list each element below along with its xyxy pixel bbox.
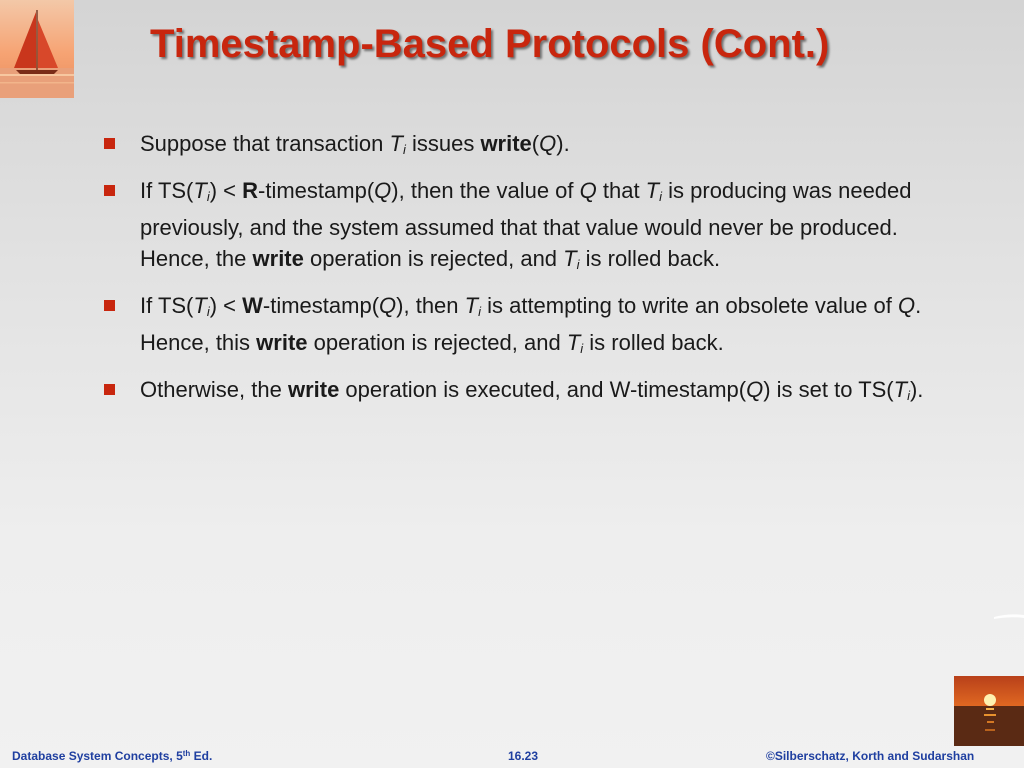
bullet-item [100, 290, 950, 364]
subscript-text: i [576, 257, 580, 272]
bullet-item [100, 128, 950, 165]
subscript-text: i [206, 189, 210, 204]
square-bullet-icon [104, 300, 115, 311]
bullet-list [100, 128, 950, 421]
plain-text: is rolled back. [583, 330, 724, 355]
italic-text: Q [539, 131, 557, 156]
italic-text: Q [746, 377, 764, 402]
subscript-text: i [206, 304, 210, 319]
footer-page-number: 16.23 [508, 749, 539, 763]
plain-text: ), then the value of [391, 178, 580, 203]
plain-text: issues [405, 131, 481, 156]
bold-text: write [252, 246, 304, 271]
bold-text: W [242, 293, 263, 318]
italic-text: Q [374, 178, 392, 203]
bold-text: R [242, 178, 259, 203]
bold-text: write [256, 330, 308, 355]
italic-text: T [566, 330, 581, 355]
plain-text: ) < [209, 178, 243, 203]
plain-text: ), then [396, 293, 465, 318]
plain-text: operation is executed, and W-timestamp( [339, 377, 747, 402]
footer-edition-suffix: Ed. [190, 749, 213, 763]
italic-text: Q [379, 293, 397, 318]
plain-text: is producing was needed previously, and the system assumed that that value would never be produced. Hence, the [140, 178, 912, 271]
footer-copyright: ©Silberschatz, Korth and Sudarshan [766, 749, 975, 763]
subscript-text: i [659, 189, 663, 204]
plain-text: Suppose that transaction [140, 131, 390, 156]
plain-text: operation is rejected, and [303, 246, 564, 271]
plain-text: -timestamp( [258, 178, 375, 203]
footer-edition-sup: th [182, 749, 191, 758]
bullet-item [100, 374, 950, 411]
subscript-text: i [580, 341, 584, 356]
bullet-text [140, 293, 921, 355]
square-bullet-icon [104, 185, 115, 196]
plain-text: ( [531, 131, 540, 156]
plain-text: Otherwise, the [140, 377, 288, 402]
plain-text: ) < [209, 293, 243, 318]
italic-text: T [893, 377, 908, 402]
plain-text: ). [556, 131, 570, 156]
plain-text: that [596, 178, 646, 203]
plain-text: If TS( [140, 178, 194, 203]
plain-text: -timestamp( [262, 293, 380, 318]
subscript-text: i [402, 142, 406, 157]
plain-text: is attempting to write an obsolete value of [480, 293, 898, 318]
plain-text: ). [909, 377, 924, 402]
plain-text: If TS( [140, 293, 194, 318]
slide-footer [0, 744, 1024, 768]
sailboat-sunset-icon [0, 0, 74, 98]
plain-text: . Hence, this [140, 293, 922, 355]
bold-text: write [480, 131, 532, 156]
italic-text: T [193, 178, 207, 203]
square-bullet-icon [104, 384, 115, 395]
bullet-text [140, 178, 912, 271]
bullet-text [140, 377, 923, 402]
bold-text: write [287, 377, 340, 402]
slide-title: Timestamp-Based Protocols (Cont.) [150, 22, 830, 66]
glint-decoration [994, 606, 1024, 612]
italic-text: T [389, 131, 403, 156]
bullet-item [100, 175, 950, 280]
italic-text: Q [579, 178, 597, 203]
footer-book-text: Database System Concepts, 5 [12, 749, 183, 763]
footer-book-title [12, 749, 212, 763]
italic-text: T [193, 293, 207, 318]
italic-text: T [464, 293, 479, 318]
subscript-text: i [907, 388, 910, 403]
bullet-text [140, 131, 570, 156]
plain-text: is rolled back. [579, 246, 721, 271]
square-bullet-icon [104, 138, 115, 149]
italic-text: T [563, 246, 577, 271]
subscript-text: i [478, 304, 481, 319]
italic-text: T [645, 178, 660, 203]
plain-text: operation is rejected, and [307, 330, 567, 355]
plain-text: ) is set to TS( [763, 377, 894, 402]
italic-text: Q [898, 293, 916, 318]
sea-sunset-icon [954, 676, 1024, 746]
